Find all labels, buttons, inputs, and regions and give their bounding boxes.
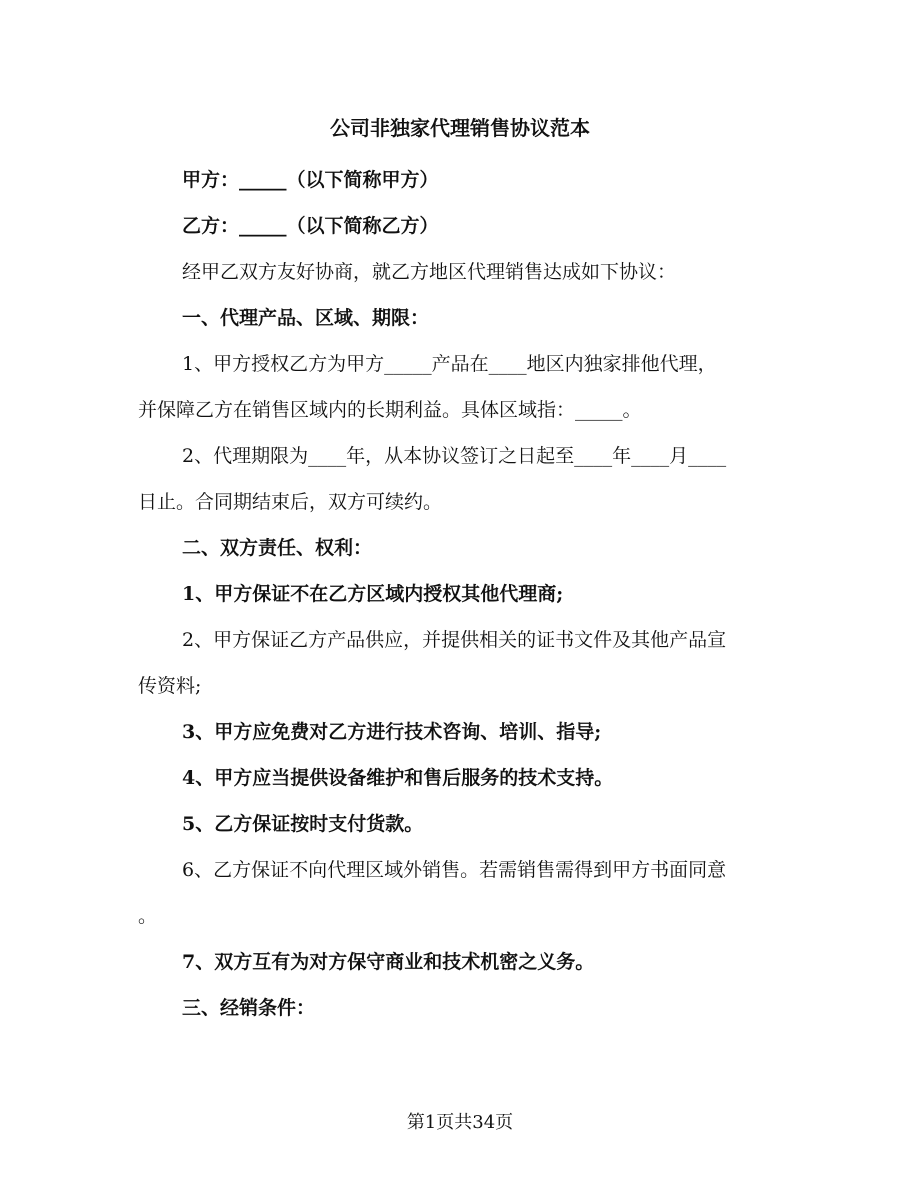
section3-heading: 三、经销条件： [182,997,316,1019]
party-a-line: 甲方：_____（以下简称甲方） [182,169,439,191]
section1-item1-line2: 并保障乙方在销售区域内的长期利益。具体区域指：_____。 [138,399,642,421]
section2-item3: 3、甲方应免费对乙方进行技术咨询、培训、指导; [182,721,602,743]
section2-item2-line2: 传资料; [138,675,202,697]
section1-item2-line1: 2、代理期限为____年，从本协议签订之日起至____年____月____ [182,445,727,467]
section1-heading: 一、代理产品、区域、期限： [182,307,430,329]
intro-paragraph: 经甲乙双方友好协商，就乙方地区代理销售达成如下协议： [182,261,677,283]
section2-item6-line2: 。 [138,905,158,927]
section2-item7: 7、双方互有为对方保守商业和技术机密之义务。 [182,951,595,973]
section2-item6-line1: 6、乙方保证不向代理区域外销售。若需销售需得到甲方书面同意 [182,859,727,881]
section2-item2-line1: 2、甲方保证乙方产品供应，并提供相关的证书文件及其他产品宣 [182,629,727,651]
section2-heading: 二、双方责任、权利： [182,537,373,559]
section1-item1-line1: 1、甲方授权乙方为甲方_____产品在____地区内独家排他代理， [182,353,717,375]
document-title: 公司非独家代理销售协议范本 [330,116,590,140]
section2-item1: 1、甲方保证不在乙方区域内授权其他代理商; [182,583,564,605]
page-number: 第1页共34页 [406,1112,514,1133]
party-b-line: 乙方：_____（以下简称乙方） [182,215,439,237]
section1-item2-line2: 日止。合同期结束后，双方可续约。 [138,491,443,513]
section2-item4: 4、甲方应当提供设备维护和售后服务的技术支持。 [182,767,614,789]
section2-item5: 5、乙方保证按时支付货款。 [182,813,424,835]
